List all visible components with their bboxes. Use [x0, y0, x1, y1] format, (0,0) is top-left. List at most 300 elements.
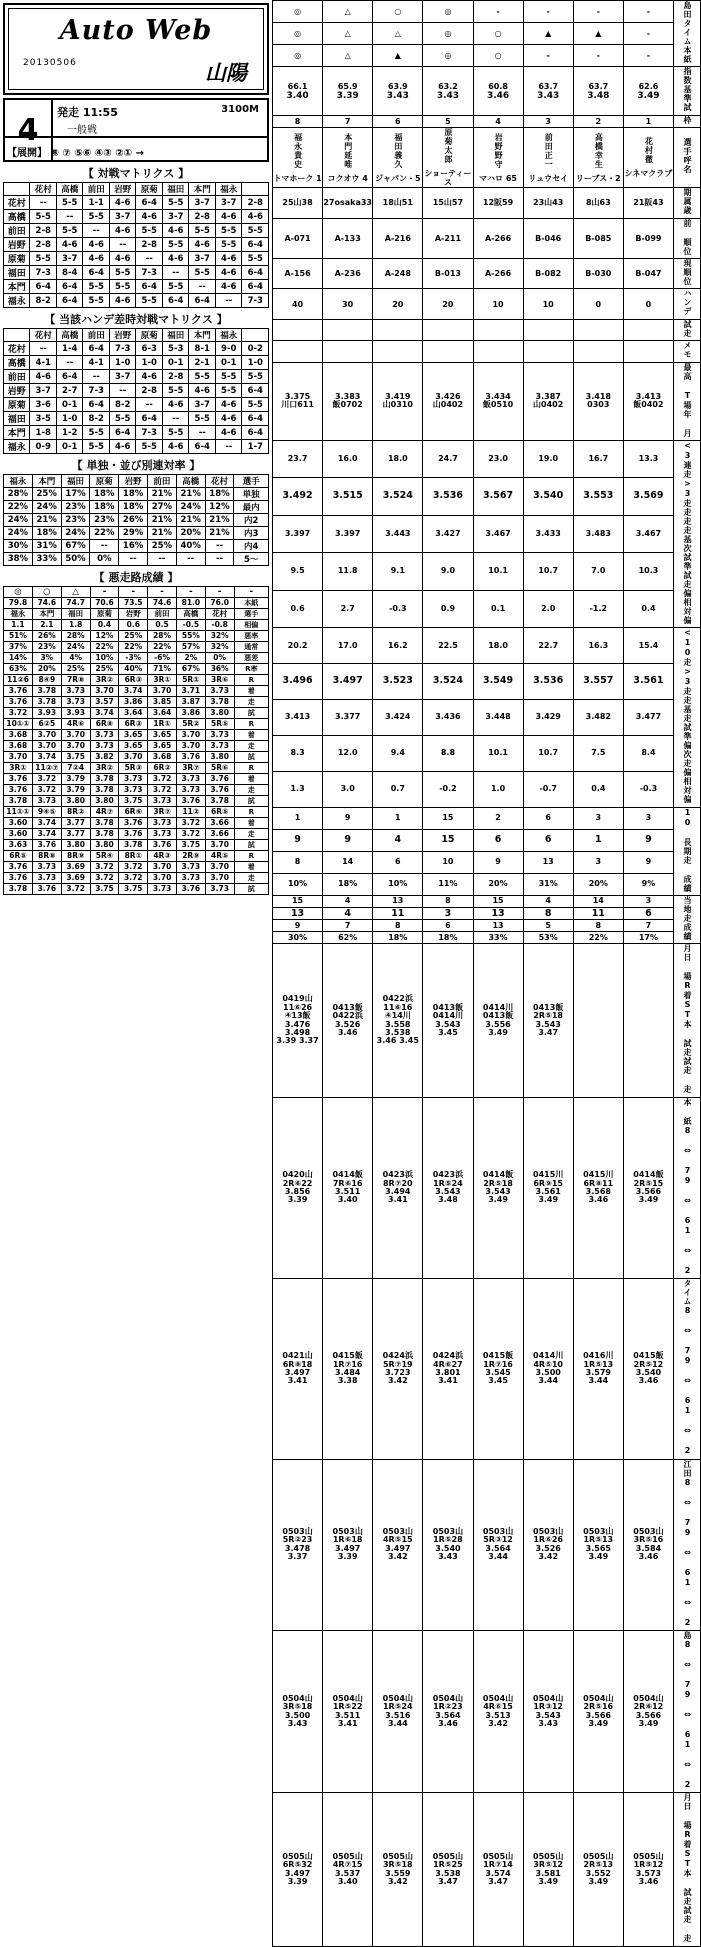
- san3-0-3: 24.7: [423, 440, 473, 477]
- tsujo-row: [4, 642, 269, 653]
- hande-5: 10: [523, 289, 573, 319]
- matrix-cell-5-8: 6-4: [242, 266, 269, 280]
- shima-3: 0504山 1R②23 3.564 3.46: [423, 1631, 473, 1793]
- racer-name-7[interactable]: 花村徹 シネマクラブ: [623, 128, 673, 188]
- san10-1-1: 3.497: [323, 664, 373, 700]
- bad-soai-row-4: 0.6: [119, 620, 148, 631]
- bad-akusa-row-4: -3%: [119, 653, 148, 664]
- san3-0-2: 18.0: [373, 440, 423, 477]
- matrix-col-header-6: 本門: [189, 183, 216, 196]
- odds-row: [273, 67, 701, 115]
- kizoku-7: 21阪43: [623, 188, 673, 218]
- genjuni-row: [273, 258, 701, 288]
- memo-row: [273, 341, 701, 362]
- san10-2-3: 3.436: [423, 700, 473, 736]
- zenjuni-1: A-133: [323, 218, 373, 258]
- matrix-cell-3-7: 5-5: [215, 384, 242, 398]
- odds-sub-6: 3.48: [587, 90, 610, 101]
- matrix-col-header-0: 花村: [30, 183, 57, 196]
- label-shisou: 試走: [674, 319, 701, 340]
- hande-2: 20: [373, 289, 423, 319]
- bad-group-0-line-2: [4, 697, 269, 708]
- matrix-cell-3-2: 4-6: [83, 238, 110, 252]
- matrix-cell-2-8: 5-5: [242, 224, 269, 238]
- shisou-7: [623, 319, 673, 340]
- bad-aku-row-6: 55%: [176, 631, 205, 642]
- rate-cell-5-6: --: [176, 553, 205, 566]
- rate-cell-2-1: 21%: [32, 514, 61, 527]
- bad-g0-label-3: 試: [234, 708, 268, 719]
- choki-1-3: 15: [423, 829, 473, 851]
- shisou-1: [323, 319, 373, 340]
- odds-5: 63.7 3.43: [523, 67, 573, 115]
- matrix-cell-2-2: --: [83, 224, 110, 238]
- san3-4-2: -0.3: [373, 590, 423, 628]
- bad-g2-l3-6: 3.73: [176, 785, 205, 796]
- bad-g3-l2-6: 3.72: [176, 818, 205, 829]
- san10-line-2: [273, 700, 701, 736]
- san3-1-2: 3.524: [373, 478, 423, 515]
- racer-name-6[interactable]: 高橋幸生 リーブス・2: [573, 128, 623, 188]
- matrix-cell-3-7: 5-5: [215, 238, 242, 252]
- matrix-cell-3-1: 4-6: [56, 238, 83, 252]
- rate-cell-1-5: 27%: [147, 501, 176, 514]
- touchi-0-2: 13: [373, 896, 423, 908]
- bad-soai-row-1: 2.1: [32, 620, 61, 631]
- bad-g0-l4-4: 3.64: [119, 708, 148, 719]
- san10-1-4: 3.549: [473, 664, 523, 700]
- rate-cell-3-4: 29%: [119, 527, 148, 540]
- race-distance: 3100M: [221, 104, 259, 115]
- matrix-cell-0-5: 5-5: [162, 196, 189, 210]
- san10-1-5: 3.536: [523, 664, 573, 700]
- bad-g3-l4-2: 3.80: [61, 840, 90, 851]
- bad-g2-l4-5: 3.73: [148, 796, 177, 807]
- matrix-cell-3-4: 2-8: [136, 384, 163, 398]
- kizoku-0: 25山38: [273, 188, 323, 218]
- matrix-cell-3-4: 2-8: [136, 238, 163, 252]
- bad-g2-l4-0: 3.78: [4, 796, 33, 807]
- matrix-cell-4-7: 4-6: [215, 252, 242, 266]
- bad-g3-l3-7: 3.66: [205, 829, 234, 840]
- label-honshi: 本 紙8 ⇔ 79 ⇔ 61 ⇔ 2: [674, 1097, 701, 1278]
- waku-3: 5: [423, 115, 473, 127]
- racer-kana-7: シネマクラブ: [624, 169, 673, 179]
- aku-row: [4, 631, 269, 642]
- bad-g4-l4-0: 3.78: [4, 884, 33, 895]
- honshi-0: 0420山 2R⑥22 3.856 3.39: [273, 1097, 323, 1278]
- rate-cell-4-3: --: [90, 540, 119, 553]
- odds-7: 62.6 3.49: [623, 67, 673, 115]
- matrix-cell-2-0: 2-8: [30, 224, 57, 238]
- rate-cell-2-5: 21%: [147, 514, 176, 527]
- matrix-cell-6-8: 6-4: [242, 426, 269, 440]
- bad-g2-l4-7: 3.78: [205, 796, 234, 807]
- matrix-corner: [4, 329, 30, 342]
- matrix-cell-3-0: 3-7: [30, 384, 57, 398]
- bad-g1-l2-7: 3.73: [205, 730, 234, 741]
- touchi-1-5: 8: [523, 908, 573, 920]
- bad-soai-row-0: 1.1: [4, 620, 33, 631]
- memo-3: [423, 341, 473, 362]
- racer-name-1[interactable]: 本門延唯 コクオウ 4: [323, 128, 373, 188]
- matrix-row: [4, 238, 269, 252]
- bad-akusa-row-6: 2%: [176, 653, 205, 664]
- bad-g4-l3-2: 3.69: [61, 873, 90, 884]
- honshi-row: [273, 1097, 701, 1278]
- odds-sub-2: 3.43: [386, 90, 409, 101]
- shima-4: 0504山 4R⑥15 3.513 3.42: [473, 1631, 523, 1793]
- matrix-cell-6-5: 5-5: [162, 426, 189, 440]
- mark-3-1: ◎: [423, 23, 473, 45]
- san10-3-6: 7.5: [573, 735, 623, 771]
- matrix-cell-4-4: --: [136, 252, 163, 266]
- bad-g3-l2-1: 3.74: [32, 818, 61, 829]
- bad-honshi-row-6: 81.0: [176, 598, 205, 609]
- matrix-cell-1-5: 0-1: [162, 356, 189, 370]
- bad-g1-l3-6: 3.70: [176, 741, 205, 752]
- racer-name-4[interactable]: 岩野野守 マハロ 65: [473, 128, 523, 188]
- rate-cell-2-3: 23%: [90, 514, 119, 527]
- bad-aku-row-1: 26%: [32, 631, 61, 642]
- bad-g2-l2-1: 3.72: [32, 774, 61, 785]
- matrix-cell-0-6: 8-1: [189, 342, 216, 356]
- bad-g1-l1-3: 6R⑧: [90, 719, 119, 730]
- matrix-cell-7-2: 5-5: [83, 440, 110, 454]
- touchi-0-1: 4: [323, 896, 373, 908]
- matrix-row: [4, 266, 269, 280]
- mark-7-2: -: [623, 45, 673, 67]
- racer-kana-6: リーブス・2: [575, 173, 621, 183]
- bad-g2-l4-2: 3.80: [61, 796, 90, 807]
- touchi-3-7: 17%: [623, 932, 673, 944]
- tsuki2-4: 0505山 1R⑦14 3.574 3.47: [473, 1793, 523, 1946]
- matrix-cell-4-6: 3-7: [189, 398, 216, 412]
- bad-g4-l4-3: 3.75: [90, 884, 119, 895]
- bad-g1-l4-6: 3.76: [176, 752, 205, 763]
- bad-g0-l2-0: 3.76: [4, 686, 33, 697]
- matrix-row: [4, 280, 269, 294]
- hande-3: 20: [423, 289, 473, 319]
- tsuki2-1: 0505山 4R⑦15 3.537 3.40: [323, 1793, 373, 1946]
- label-kizoku: 期属歳: [674, 188, 701, 218]
- matrix-cell-4-2: 4-6: [83, 252, 110, 266]
- rate-cell-4-0: 30%: [4, 540, 33, 553]
- san10-0-5: 22.7: [523, 628, 573, 664]
- san3-0-5: 19.0: [523, 440, 573, 477]
- san3-4-5: 2.0: [523, 590, 573, 628]
- bad-g1-label-1: 着: [234, 730, 268, 741]
- san10-3-0: 8.3: [273, 735, 323, 771]
- matrix-row-header-6: 本門: [4, 280, 30, 294]
- shisou-4: [473, 319, 523, 340]
- bad-g4-l1-1: 8R⑧: [32, 851, 61, 862]
- bad-rritsu-row-1: 20%: [32, 664, 61, 675]
- matrix-cell-1-3: 3-7: [109, 210, 136, 224]
- honshi-row: [4, 598, 269, 609]
- matrix-cell-2-2: --: [83, 370, 110, 384]
- bad-group-1-line-3: [4, 752, 269, 763]
- bad-g1-l4-7: 3.80: [205, 752, 234, 763]
- bad-honshi-row-7: 76.0: [205, 598, 234, 609]
- matrix-cell-3-5: 5-5: [162, 384, 189, 398]
- bad-group-4-line-0: [4, 851, 269, 862]
- bad-g1-label-3: 試: [234, 752, 268, 763]
- bad-rritsu-row-7: 36%: [205, 664, 234, 675]
- bad-g1-l3-5: 3.65: [148, 741, 177, 752]
- mark-5-0: -: [523, 1, 573, 23]
- racer-name-2[interactable]: 福田義久 ジャパン・5: [373, 128, 423, 188]
- touchi-line-2: [273, 920, 701, 932]
- bad-g0-l3-1: 3.78: [32, 697, 61, 708]
- bad-g1-l2-2: 3.70: [61, 730, 90, 741]
- divider: [5, 136, 267, 138]
- saikou-row: [273, 362, 701, 440]
- odds-0: 66.1 3.40: [273, 67, 323, 115]
- san3-1-5: 3.540: [523, 478, 573, 515]
- waku-7: 1: [623, 115, 673, 127]
- bad-g3-l3-3: 3.78: [90, 829, 119, 840]
- san3-line-3: [273, 553, 701, 590]
- rate-row-label-3: 内3: [234, 527, 269, 540]
- bad-g4-l3-4: 3.72: [119, 873, 148, 884]
- san3-0-6: 16.7: [573, 440, 623, 477]
- san10-0-1: 17.0: [323, 628, 373, 664]
- bad-g0-l1-3: 3R②: [90, 675, 119, 686]
- matrix1-title: 【 対戦マトリクス 】: [82, 167, 190, 180]
- bad-g1-l1-1: 6②5: [32, 719, 61, 730]
- matrix-row-header-0: 花村: [4, 196, 30, 210]
- matrix-row: [4, 224, 269, 238]
- bad-g1-l4-0: 3.70: [4, 752, 33, 763]
- matrix-cell-7-2: 5-5: [83, 294, 110, 308]
- bad-g3-l1-0: 11①①: [4, 807, 33, 818]
- san3-1-1: 3.515: [323, 478, 373, 515]
- memo-2: [373, 341, 423, 362]
- san3-4-3: 0.9: [423, 590, 473, 628]
- bad-g1-label-0: R: [234, 719, 268, 730]
- rate-row-label-1: 最内: [234, 501, 269, 514]
- matrix-cell-7-1: 6-4: [56, 294, 83, 308]
- bad-group-1-line-2: [4, 741, 269, 752]
- bad-g3-l3-5: 3.73: [148, 829, 177, 840]
- bad-g4-l1-0: 6R⑤: [4, 851, 33, 862]
- matrix-extra: [242, 183, 269, 196]
- bad-g3-l1-7: 6R⑤: [205, 807, 234, 818]
- bad-group-4-line-2: [4, 873, 269, 884]
- touchi-2-2: 8: [373, 920, 423, 932]
- bad-g0-label-0: R: [234, 675, 268, 686]
- bad-g2-label-1: 着: [234, 774, 268, 785]
- bad-mark-4: -: [119, 587, 148, 598]
- choki-3-1: 18%: [323, 873, 373, 895]
- san10-4-7: -0.3: [623, 771, 673, 807]
- tsuki2-6: 0505山 2R⑤13 3.552 3.49: [573, 1793, 623, 1946]
- racer-name-0[interactable]: 福永貴史 トマホーク 1: [273, 128, 323, 188]
- san3-0-7: 13.3: [623, 440, 673, 477]
- san3-2-2: 3.443: [373, 515, 423, 552]
- rate-cell-4-7: --: [205, 540, 234, 553]
- bad-g4-label-3: 試: [234, 884, 268, 895]
- bad-g4-l4-4: 3.75: [119, 884, 148, 895]
- bad-g4-l1-7: 4R⑤: [205, 851, 234, 862]
- choki-3-7: 9%: [623, 873, 673, 895]
- label-san10: <10走>3走走基走試準偏次走偏相対偏: [674, 628, 701, 807]
- racer-name-5[interactable]: 前田正一 リュウセイ: [523, 128, 573, 188]
- matrix-cell-2-7: 5-5: [215, 224, 242, 238]
- bad-g0-l4-6: 3.86: [176, 708, 205, 719]
- matrix-cell-1-1: --: [56, 356, 83, 370]
- choki-2-4: 9: [473, 851, 523, 873]
- bad-g3-l3-4: 3.76: [119, 829, 148, 840]
- time-0: 0421山 6R⑧18 3.497 3.41: [273, 1279, 323, 1459]
- san10-line-0: [273, 628, 701, 664]
- matrix-cell-3-8: 6-4: [242, 238, 269, 252]
- rate-cell-3-0: 24%: [4, 527, 33, 540]
- racer-name-3[interactable]: 原菊太郎 ショーティース: [424, 128, 472, 188]
- matrix-row-header-4: 原菊: [4, 252, 30, 266]
- matrix-cell-4-0: 5-5: [30, 252, 57, 266]
- matrix-cell-5-0: 3-5: [30, 412, 57, 426]
- bad-g1-l1-5: 1R①: [148, 719, 177, 730]
- matrix-cell-5-7: 4-6: [215, 266, 242, 280]
- matrix-cell-1-6: 2-1: [189, 356, 216, 370]
- matrix-cell-0-3: 4-6: [109, 196, 136, 210]
- odds-sub-7: 3.49: [637, 90, 660, 101]
- matrix-col-header-3: 岩野: [109, 329, 136, 342]
- bad-g4-l3-5: 3.70: [148, 873, 177, 884]
- bad-g3-l4-6: 3.75: [176, 840, 205, 851]
- bad-name-row-7: 花村: [205, 609, 234, 620]
- san3-line-1: [273, 478, 701, 515]
- rate-cell-4-4: 16%: [119, 540, 148, 553]
- label-waku: 枠: [674, 115, 701, 127]
- bad-aku-row-2: 28%: [61, 631, 90, 642]
- bad-g0-l4-0: 3.72: [4, 708, 33, 719]
- san3-3-1: 11.8: [323, 553, 373, 590]
- san10-3-1: 12.0: [323, 735, 373, 771]
- tsuki-5: 0413飯 2R⑤18 3.543 3.47: [523, 944, 573, 1097]
- san10-2-0: 3.413: [273, 700, 323, 736]
- touchi-0-0: 15: [273, 896, 323, 908]
- touchi-2-5: 5: [523, 920, 573, 932]
- matrix-cell-0-3: 7-3: [109, 342, 136, 356]
- bad-g0-l2-1: 3.78: [32, 686, 61, 697]
- matrix-cell-5-3: 5-5: [109, 266, 136, 280]
- waku-1: 7: [323, 115, 373, 127]
- bad-g2-l2-7: 3.76: [205, 774, 234, 785]
- bad-g0-l2-3: 3.70: [90, 686, 119, 697]
- label-eda: 江田8 ⇔ 79 ⇔ 61 ⇔ 2: [674, 1459, 701, 1630]
- matrix-cell-2-6: 5-5: [189, 370, 216, 384]
- bad-g0-l1-4: 6R③: [119, 675, 148, 686]
- matrix-cell-1-8: 4-6: [242, 210, 269, 224]
- choki-line-3: [273, 873, 701, 895]
- matrix-cell-5-6: 5-5: [189, 266, 216, 280]
- choki-1-2: 4: [373, 829, 423, 851]
- rate-cell-4-6: 40%: [176, 540, 205, 553]
- san10-2-4: 3.448: [473, 700, 523, 736]
- bad-mark-3: -: [90, 587, 119, 598]
- choki-line-1: [273, 829, 701, 851]
- logo-inner: [8, 8, 264, 90]
- time-7: 0415飯 2R⑤12 3.540 3.46: [623, 1279, 673, 1459]
- bad-g1-label-2: 走: [234, 741, 268, 752]
- matrix-cell-5-2: 6-4: [83, 266, 110, 280]
- bad-g0-l1-0: 11②6: [4, 675, 33, 686]
- tsuki2-row: [273, 1793, 701, 1946]
- label-senshu: 選手呼名: [674, 128, 701, 188]
- label-saikou: 最高 T場年 月: [674, 362, 701, 440]
- san10-3-2: 9.4: [373, 735, 423, 771]
- matrix-cell-0-8: 0-2: [242, 342, 269, 356]
- bad-g0-label-2: 走: [234, 697, 268, 708]
- bad-g1-l2-4: 3.65: [119, 730, 148, 741]
- label-time: タイム8 ⇔ 79 ⇔ 61 ⇔ 2: [674, 1279, 701, 1459]
- choki-0-3: 15: [423, 807, 473, 829]
- bad-g3-l3-0: 3.60: [4, 829, 33, 840]
- bad-g0-l2-4: 3.74: [119, 686, 148, 697]
- rate-title: 【 単独・並び別連対率 】: [71, 459, 201, 472]
- matrix-cell-3-6: 4-6: [189, 384, 216, 398]
- bad-g4-l1-6: 2R⑨: [176, 851, 205, 862]
- matrix-cell-0-7: 9-0: [215, 342, 242, 356]
- tsuki-7: [623, 944, 673, 1097]
- mark-3-2: ◎: [423, 45, 473, 67]
- bad-g2-l4-3: 3.80: [90, 796, 119, 807]
- bad-g4-l4-7: 3.73: [205, 884, 234, 895]
- san10-1-3: 3.524: [423, 664, 473, 700]
- rate-cell-2-6: 21%: [176, 514, 205, 527]
- choki-1-7: 9: [623, 829, 673, 851]
- matrix-cell-4-6: 3-7: [189, 252, 216, 266]
- bad-akusa-row-1: 3%: [32, 653, 61, 664]
- choki-0-7: 3: [623, 807, 673, 829]
- akusa-row: [4, 653, 269, 664]
- bad-g3-label-0: R: [234, 807, 268, 818]
- san3-3-0: 9.5: [273, 553, 323, 590]
- matrix-cell-7-7: --: [215, 294, 242, 308]
- choki-3-3: 11%: [423, 873, 473, 895]
- matrix-cell-6-3: 6-4: [109, 426, 136, 440]
- san3-3-6: 7.0: [573, 553, 623, 590]
- bad-g0-l1-5: 3R①: [148, 675, 177, 686]
- bad-g4-l4-2: 3.72: [61, 884, 90, 895]
- matrix-cell-2-7: 5-5: [215, 370, 242, 384]
- touchi-2-3: 6: [423, 920, 473, 932]
- mark-7-1: -: [623, 23, 673, 45]
- mark-6-1: ▲: [573, 23, 623, 45]
- bad-g0-l2-5: 3.70: [148, 686, 177, 697]
- choki-2-7: 9: [623, 851, 673, 873]
- tsuki-1: 0413飯 0422浜 3.526 3.46: [323, 944, 373, 1097]
- san10-0-3: 22.5: [423, 628, 473, 664]
- zenjuni-0: A-071: [273, 218, 323, 258]
- san3-4-4: 0.1: [473, 590, 523, 628]
- san3-3-4: 10.1: [473, 553, 523, 590]
- label-tsuki2: 月日 場R着ST本 試走試走 走: [674, 1793, 701, 1946]
- bad-g3-l1-2: 8R②: [61, 807, 90, 818]
- rate-header-5: 前田: [147, 475, 176, 488]
- shima-5: 0504山 1R③12 3.543 3.43: [523, 1631, 573, 1793]
- touchi-0-4: 15: [473, 896, 523, 908]
- tsuki2-7: 0505山 1R⑤12 3.573 3.46: [623, 1793, 673, 1946]
- bad-g1-l2-5: 3.65: [148, 730, 177, 741]
- bad-rritsu-row-4: 40%: [119, 664, 148, 675]
- odds-1: 65.9 3.39: [323, 67, 373, 115]
- choki-1-4: 6: [473, 829, 523, 851]
- rate-cell-1-4: 18%: [119, 501, 148, 514]
